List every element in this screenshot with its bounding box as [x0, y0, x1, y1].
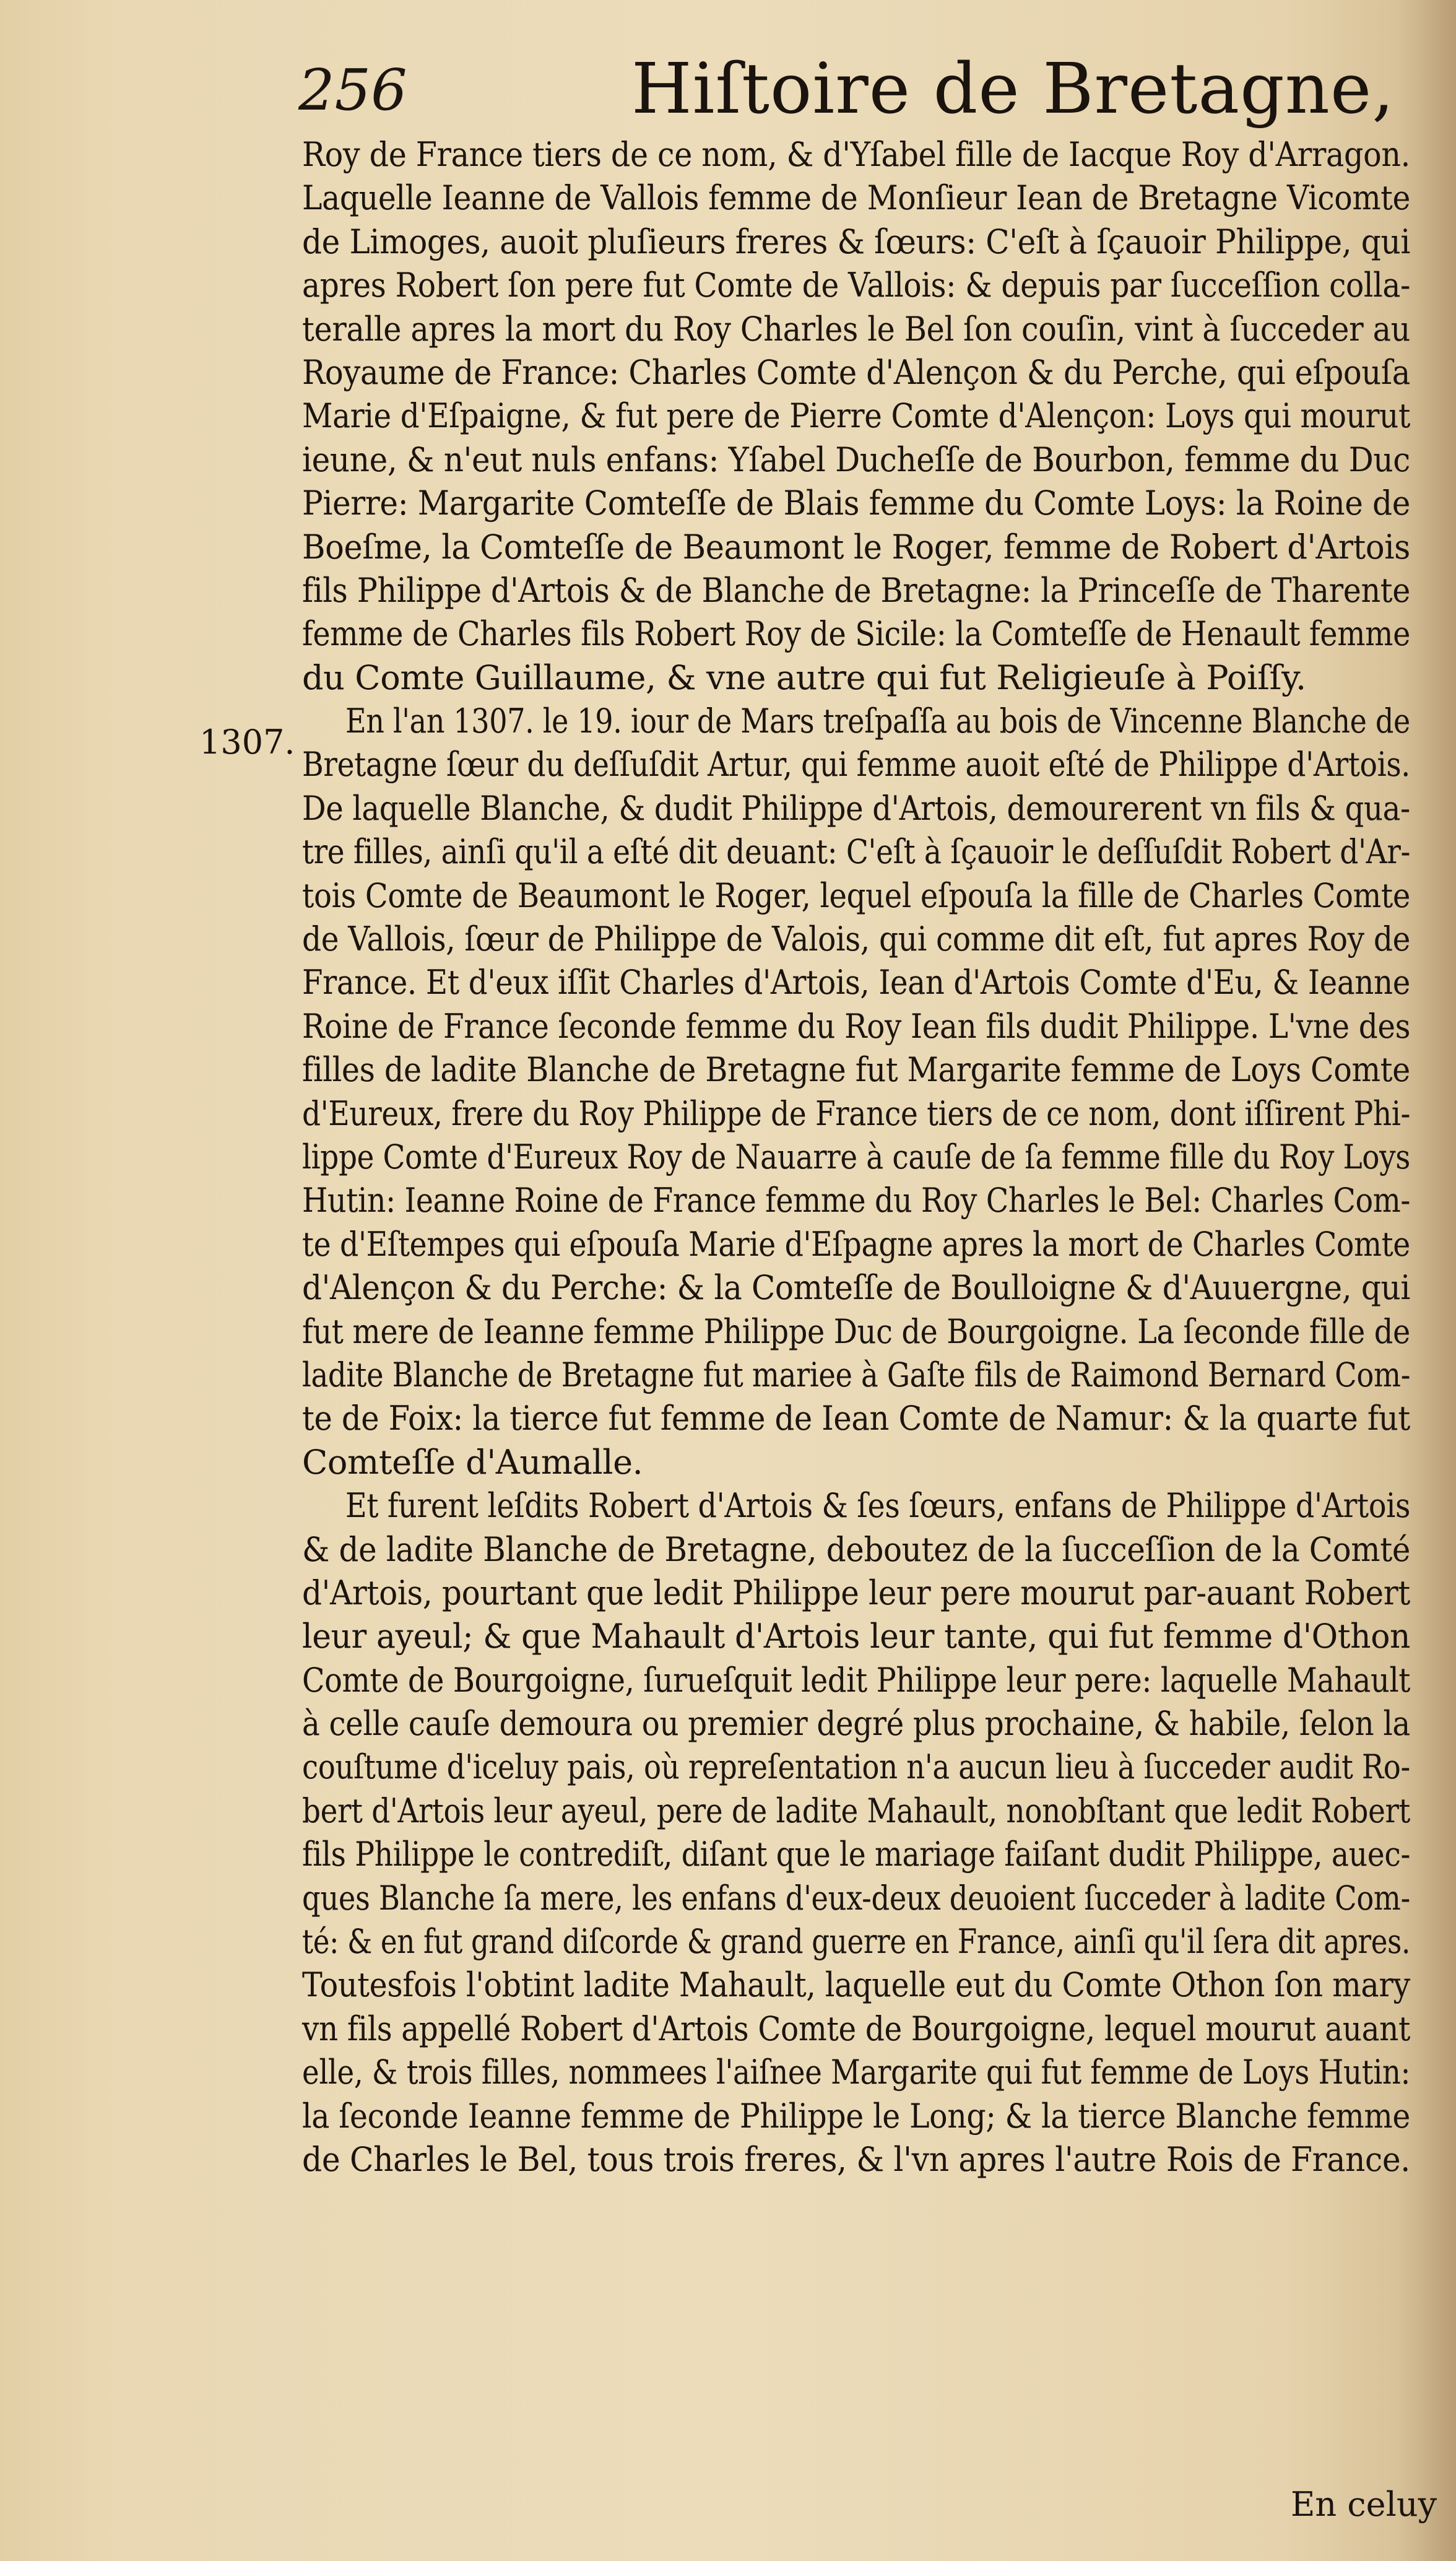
text-line: tre filles, ainſi qu'il a eſté dit deuant: C'eſt à ſçauoir le deſſuſdit Robert d'Ar- [302, 832, 1411, 872]
text-line: du Comte Guillaume, & vne autre qui fut Religieuſe à Poiſſy. [302, 658, 1306, 697]
text-line: Royaume de France: Charles Comte d'Alençon & du Perche, qui eſpouſa [302, 352, 1410, 392]
text-line: de Vallois, ſœur de Philippe de Valois, qui comme dit eſt, fut apres Roy de [302, 920, 1411, 959]
page-number: 256 [298, 57, 407, 123]
text-line: vn fils appellé Robert d'Artois Comte de Bourgoigne, lequel mourut auant [302, 2009, 1411, 2048]
text-line: Roy de France tiers de ce nom, & d'Yſabel fille de Iacque Roy d'Arragon. [302, 135, 1410, 174]
text-line: Roine de France ſeconde femme du Roy Iean fils dudit Philippe. L'vne des [302, 1006, 1411, 1046]
text-line: tois Comte de Beaumont le Roger, lequel eſpouſa la fille de Charles Comte [302, 876, 1411, 915]
text-line: d'Eureux, frere du Roy Philippe de France tiers de ce nom, dont iſſirent Phi- [302, 1094, 1411, 1133]
text-line: Boeſme, la Comteſſe de Beaumont le Roger, femme de Robert d'Artois [302, 527, 1410, 567]
text-line: leur ayeul; & que Mahault d'Artois leur tante, qui fut femme d'Othon [302, 1617, 1411, 1656]
text-line: Marie d'Eſpaigne, & fut pere de Pierre Comte d'Alençon: Loys qui mourut [302, 396, 1411, 436]
running-head-title: Hiſtoire de Bretagne, [631, 49, 1395, 129]
text-line: apres Robert ſon pere fut Comte de Vallois: & depuis par ſucceſſion colla- [302, 266, 1411, 305]
text-line: De laquelle Blanche, & dudit Philippe d'Artois, demourerent vn fils & qua- [302, 788, 1410, 828]
text-line: & de ladite Blanche de Bretagne, deboutez de la ſucceſſion de la Comté [302, 1529, 1411, 1569]
text-line: ladite Blanche de Bretagne fut mariee à Gaſte fils de Raimond Bernard Com- [302, 1355, 1411, 1394]
text-line: la ſeconde Ieanne femme de Philippe le Long; & la tierce Blanche femme [302, 2096, 1410, 2136]
text-line: couſtume d'iceluy pais, où repreſentation n'a aucun lieu à ſucceder audit Ro- [302, 1747, 1410, 1787]
text-line: te d'Eſtempes qui eſpouſa Marie d'Eſpagne apres la mort de Charles Comte [302, 1224, 1410, 1264]
text-line: ieune, & n'eut nuls enfans: Yſabel Ducheſſe de Bourbon, femme du Duc [302, 440, 1410, 479]
text-line: fut mere de Ieanne femme Philippe Duc de Bourgoigne. La ſeconde fille de [302, 1311, 1410, 1351]
text-line: fils Philippe d'Artois & de Blanche de Bretagne: la Princeſſe de Tharente [302, 570, 1410, 610]
text-line: lippe Comte d'Eureux Roy de Nauarre à cauſe de ſa femme fille du Roy Loys [302, 1137, 1411, 1176]
text-line: Comte de Bourgoigne, ſurueſquit ledit Philippe leur pere: laquelle Mahault [302, 1660, 1411, 1700]
body-text [302, 133, 1410, 2181]
margin-note-year: 1307. [199, 723, 295, 762]
text-line: Toutesfois l'obtint ladite Mahault, laquelle eut du Comte Othon ſon mary [302, 1965, 1410, 2005]
text-line: te de Foix: la tierce fut femme de Iean Comte de Namur: & la quarte fut [302, 1399, 1410, 1438]
text-line: elle, & trois filles, nommees l'aiſnee Margarite qui fut femme de Loys Hutin: [302, 2053, 1411, 2092]
catchword: En celuy [1291, 2485, 1437, 2524]
text-line: ques Blanche ſa mere, les enfans d'eux-deux deuoient ſucceder à ladite Com- [302, 1878, 1410, 1918]
text-line: France. Et d'eux iſſit Charles d'Artois, Iean d'Artois Comte d'Eu, & Ieanne [302, 963, 1410, 1002]
text-line: d'Artois, pourtant que ledit Philippe leur pere mourut par-auant Robert [302, 1573, 1410, 1612]
text-line: teralle apres la mort du Roy Charles le Bel ſon couſin, vint à ſucceder au [302, 309, 1411, 349]
text-line: filles de ladite Blanche de Bretagne fut Margarite femme de Loys Comte [302, 1050, 1410, 1090]
text-line: té: & en fut grand diſcorde & grand guerre en France, ainſi qu'il ſera dit apres. [302, 1922, 1410, 1962]
text-line: bert d'Artois leur ayeul, pere de ladite Mahault, nonobſtant que ledit Robert [302, 1791, 1411, 1830]
text-line: Pierre: Margarite Comteſſe de Blais femme du Comte Loys: la Roine de [302, 484, 1411, 523]
text-line: Hutin: Ieanne Roine de France femme du Roy Charles le Bel: Charles Com- [302, 1181, 1411, 1220]
text-line: Et furent leſdits Robert d'Artois & ſes ſœurs, enfans de Philippe d'Artois [345, 1486, 1411, 1526]
text-line: Comteſſe d'Aumalle. [302, 1442, 643, 1482]
text-line: femme de Charles fils Robert Roy de Sicile: la Comteſſe de Henault femme [302, 614, 1411, 654]
text-line: Laquelle Ieanne de Vallois femme de Monſieur Iean de Bretagne Vicomte [302, 178, 1411, 218]
text-line: de Charles le Bel, tous trois freres, & l'vn apres l'autre Rois de France. [302, 2139, 1410, 2179]
text-line: En l'an 1307. le 19. iour de Mars treſpaſſa au bois de Vincenne Blanche de [345, 702, 1410, 741]
text-line: fils Philippe le contrediſt, diſant que le mariage faiſant dudit Philippe, auec- [302, 1835, 1411, 1874]
text-line: de Limoges, auoit pluſieurs freres & ſœurs: C'eſt à ſçauoir Philippe, qui [302, 222, 1411, 261]
text-line: à celle cauſe demoura ou premier degré plus prochaine, & habile, ſelon la [302, 1704, 1410, 1744]
text-line: Bretagne ſœur du deſſuſdit Artur, qui femme auoit eſté de Philippe d'Artois. [302, 745, 1410, 785]
text-line: d'Alençon & du Perche: & la Comteſſe de Boulloigne & d'Auuergne, qui [302, 1268, 1410, 1308]
